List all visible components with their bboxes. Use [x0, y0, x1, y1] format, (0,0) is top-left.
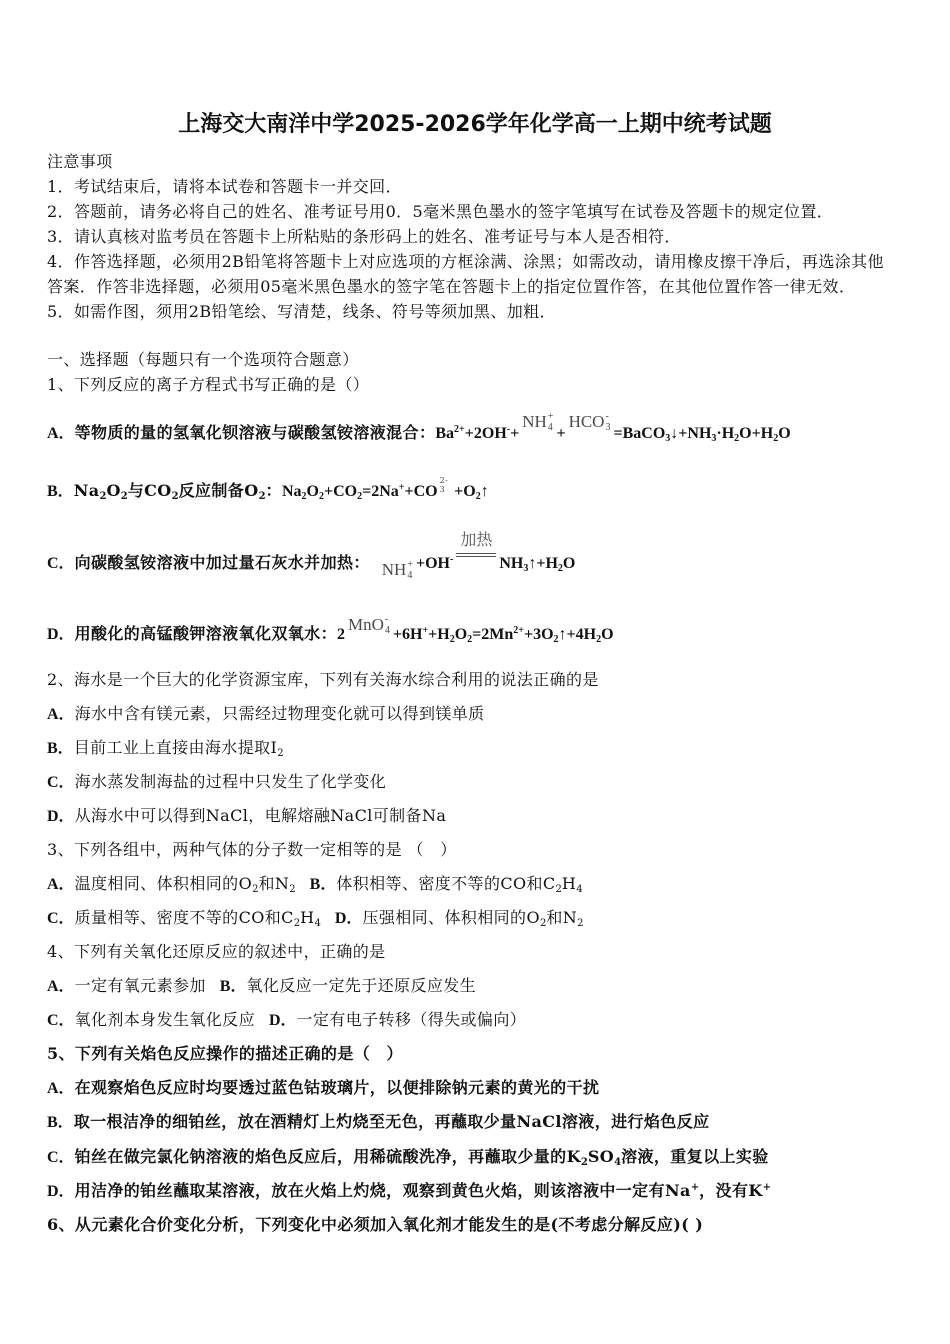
formula-text: 反应制备O [178, 481, 259, 500]
question-3-stem: 3、下列各组中，两种气体的分子数一定相等的是 （ ） [47, 840, 457, 859]
formula-text: 体积相等、密度不等的CO和C [336, 874, 556, 893]
formula-text: H [300, 908, 315, 927]
option-text [75, 1147, 769, 1166]
formula-subscript: 2 [277, 748, 284, 759]
option-text [74, 481, 282, 500]
question-6-stem: 6、从元素化合价变化分析，下列变化中必须加入氧化剂才能发生的是(不考虑分解反应)( ) [47, 1215, 704, 1234]
ion-charge: + [547, 411, 554, 422]
option-text: 海水蒸发制海盐的过程中只发生了化学变化 [74, 772, 387, 791]
question-1-option-a [47, 411, 791, 444]
formula-text: +2OH [464, 425, 507, 442]
formula-text: O [562, 555, 576, 572]
option-text: 从海水中可以得到NaCl，电解熔融NaCl可制备Na [74, 806, 447, 825]
formula-text: Na [73, 481, 100, 500]
option-text [75, 874, 296, 893]
question-4-option-c [47, 1010, 255, 1029]
formula-subscript: 2 [555, 884, 562, 895]
question-3-options-row-1 [47, 874, 583, 895]
option-label: C． [47, 1012, 75, 1029]
formula-subscript: 3 [711, 433, 717, 444]
option-text: 一定有电子转移（得失或偏向） [296, 1010, 527, 1029]
formula-text: ↑+4H [558, 626, 597, 643]
formula-superscript: - [449, 554, 454, 565]
ion-base: NH [381, 560, 407, 579]
option-text [75, 908, 321, 927]
formula-subscript: 2 [252, 884, 259, 895]
permanganate-ion [348, 614, 390, 636]
option-label: C． [47, 774, 75, 791]
question-4-stem: 4、下列有关氧化还原反应的叙述中，正确的是 [47, 942, 386, 961]
formula-subscript: 4 [576, 884, 583, 895]
note-line-3: 3．请认真核对监考员在答题卡上所粘贴的条形码上的姓名、准考证号与本人是否相符． [47, 227, 681, 246]
note-line-5: 5．如需作图，须用2B铅笔绘、写清楚，线条、符号等须加黑、加粗． [47, 302, 556, 321]
formula-subscript: 2 [357, 491, 363, 502]
ammonium-ion [522, 411, 553, 433]
option-label: B． [309, 876, 337, 893]
formula-text: ： [265, 481, 282, 500]
option-label: D． [47, 808, 75, 825]
formula-superscript: 2+ [513, 625, 524, 636]
question-2-option-c [47, 772, 386, 793]
formula-subscript: 2 [553, 634, 559, 645]
formula-text: +CO [323, 483, 358, 500]
formula-subscript: 2 [773, 433, 779, 444]
formula-text: + [510, 425, 520, 442]
formula-text: 与CO [127, 481, 172, 500]
formula-text: O [306, 483, 319, 500]
question-4-options-row-1 [47, 976, 476, 997]
ion-charge-stack [385, 614, 390, 636]
formula-text: SO [587, 1147, 615, 1166]
formula-subscript: 4 [614, 1157, 622, 1168]
option-text: 海水中含有镁元素，只需经过物理变化就可以得到镁单质 [74, 704, 485, 723]
double-line-arrow [456, 553, 496, 557]
question-1-option-c [47, 530, 576, 581]
ion-charge: + [407, 559, 413, 570]
formula-subscript: 2 [301, 491, 307, 502]
question-4-option-a [47, 976, 206, 995]
formula-text: ↑+H [528, 555, 558, 572]
formula-text: 用洁净的铂丝蘸取某溶液，放在火焰上灼烧，观察到黄色火焰，则该溶液中一定有Na [74, 1181, 691, 1200]
ion-charge-stack [548, 411, 554, 433]
question-5-option-d [47, 1181, 771, 1202]
ion-charge-stack [407, 559, 413, 581]
option-text: 等物质的量的氢氧化钡溶液与碳酸氢铵溶液混合： [74, 423, 436, 442]
formula-text: O [106, 481, 121, 500]
section-heading: 一、选择题（每题只有一个选项符合题意） [47, 350, 359, 369]
formula-text: O [601, 626, 614, 643]
note-line-4: 4．作答选择题，必须用2B铅笔将答题卡上对应选项的方框涂满、涂黑；如需改动，请用橡皮擦干净后，再选涂其他 [47, 252, 884, 271]
ion-subscript: 4 [384, 625, 390, 636]
formula-subscript: 2 [539, 918, 547, 929]
option-text: 氧化剂本身发生氧化反应 [74, 1010, 255, 1029]
formula-text: ↑ [480, 483, 489, 500]
formula-text: ，没有K [699, 1181, 763, 1200]
formula-subscript: 2 [475, 491, 481, 502]
formula-text: Ba [435, 425, 455, 442]
option-label: D． [268, 1012, 297, 1029]
option-label: A． [47, 1080, 75, 1097]
option-label: C． [47, 910, 75, 927]
formula-subscript: 2 [596, 634, 602, 645]
option-label: A． [47, 425, 75, 442]
exam-title: 上海交大南洋中学2025-2026学年化学高一上期中统考试题 [178, 112, 772, 137]
formula-text: +3O [523, 626, 554, 643]
ion-subscript: 4 [407, 570, 413, 581]
formula-text: 和N [258, 874, 290, 893]
plus-sign: + [556, 425, 566, 442]
formula-text: 质量相等、密度不等的CO和C [74, 908, 294, 927]
formula-text: H [561, 874, 577, 893]
question-4-options-row-2 [47, 1010, 526, 1031]
question-1-option-d [47, 614, 614, 645]
question-4-option-d [269, 1010, 526, 1029]
question-5-option-b [47, 1112, 710, 1133]
formula-text: 目前工业上直接由海水提取I [73, 738, 278, 757]
ion-subscript: 4 [547, 422, 553, 433]
question-1-option-b [47, 475, 489, 502]
formula-superscript: + [690, 1182, 700, 1193]
ammonium-ion [382, 559, 413, 581]
question-2-option-a [47, 704, 485, 725]
formula-text: ↓+NH [670, 425, 712, 442]
formula-text: 和N [546, 908, 578, 927]
question-4-option-b [220, 976, 476, 995]
ion-charge: - [605, 411, 609, 422]
ion-charge: - [384, 614, 389, 625]
condition-label: 加热 [460, 530, 493, 549]
option-text [74, 738, 284, 757]
equation-left [435, 425, 519, 442]
note-line-4-continued: 答案．作答非选择题，必须用05毫米黑色墨水的签字笔在答题卡上的指定位置作答，在其他位置作答一律无效． [47, 277, 856, 296]
question-3-option-c [47, 908, 321, 927]
note-line-1: 1．考试结束后，请将本试卷和答题卡一并交回． [47, 177, 402, 196]
question-2-option-d [47, 806, 446, 827]
option-label: B． [47, 483, 74, 500]
question-2-option-b [47, 738, 284, 759]
option-label: A． [47, 978, 75, 995]
formula-text: 铂丝在做完氯化钠溶液的焰色反应后，用稀硫酸洗净，再蘸取少量的K [74, 1147, 581, 1166]
option-label: C． [47, 555, 75, 572]
coefficient: 2 [336, 626, 345, 643]
option-label: D． [47, 1183, 75, 1200]
formula-subscript: 2 [171, 491, 179, 502]
formula-text: +CO [404, 483, 438, 500]
formula-text: Na [281, 483, 302, 500]
formula-text: 温度相同、体积相同的O [74, 874, 253, 893]
formula-subscript: 2 [467, 634, 473, 645]
option-label: B． [47, 740, 74, 757]
option-text: 氧化反应一定先于还原反应发生 [246, 976, 477, 995]
option-label: A． [47, 876, 75, 893]
formula-superscript: 2+ [454, 424, 465, 435]
question-5-option-c [47, 1147, 769, 1168]
option-label: D． [334, 910, 363, 927]
option-text [362, 908, 583, 927]
option-text: 一定有氧元素参加 [74, 976, 206, 995]
option-text [336, 874, 582, 893]
question-5-option-a [47, 1078, 599, 1099]
formula-superscript: + [762, 1182, 772, 1193]
formula-text: =2Na [362, 483, 399, 500]
question-2-stem: 2、海水是一个巨大的化学资源宝库，下列有关海水综合利用的说法正确的是 [47, 670, 599, 689]
equation-right [393, 626, 614, 643]
bicarbonate-ion [569, 411, 611, 433]
formula-text: O+H [739, 425, 774, 442]
ion-subscript: 3 [439, 484, 446, 494]
option-label: C． [47, 1149, 75, 1166]
formula-text: +O [450, 483, 476, 500]
formula-subscript: 2 [120, 491, 128, 502]
ion-base: MnO [347, 615, 384, 634]
formula-subscript: 2 [577, 918, 584, 929]
ion-charge-stack [605, 411, 610, 433]
formula-subscript: 2 [318, 491, 324, 502]
reaction-condition [456, 530, 496, 572]
formula-text: +H [428, 626, 450, 643]
equation-right [450, 483, 489, 500]
formula-superscript: + [398, 482, 405, 493]
option-text [75, 1181, 772, 1200]
formula-subscript: 2 [99, 491, 107, 502]
formula-subscript: 2 [258, 491, 266, 502]
question-3-option-b [310, 874, 583, 893]
formula-text: +6H [392, 626, 423, 643]
equation-right [613, 425, 790, 442]
formula-text: 溶液，重复以上实验 [621, 1147, 769, 1166]
formula-text: 压强相同、体积相同的O [362, 908, 540, 927]
formula-subscript: 2 [293, 918, 301, 929]
equation-right [499, 555, 575, 572]
formula-text: =2Mn [472, 626, 514, 643]
option-text: 在观察焰色反应时均要透过蓝色钴玻璃片，以便排除钠元素的黄光的干扰 [74, 1078, 600, 1097]
formula-subscript: 3 [523, 563, 529, 574]
formula-subscript: 3 [665, 433, 671, 444]
ion-charge: 2- [439, 475, 449, 485]
formula-text: =BaCO [613, 425, 666, 442]
note-line-2: 2．答题前，请务必将自己的姓名、准考证号用0．5毫米黑色墨水的签字笔填写在试卷及答题卡的规定位置． [47, 202, 834, 221]
formula-text: NH [499, 555, 524, 572]
question-3-options-row-2 [47, 908, 584, 929]
formula-superscript: - [506, 424, 511, 435]
question-1-stem: 1、下列反应的离子方程式书写正确的是（） [47, 375, 370, 394]
question-3-option-a [47, 874, 296, 893]
notes-heading: 注意事项 [47, 152, 113, 171]
option-text: 用酸化的高锰酸钾溶液氧化双氧水： [74, 624, 337, 643]
formula-subscript: 2 [580, 1157, 588, 1168]
equation-left [282, 483, 438, 500]
ion-base: HCO [568, 412, 605, 431]
formula-text: ·H [716, 425, 735, 442]
option-label: B． [219, 978, 247, 995]
formula-subscript: 2 [734, 433, 740, 444]
question-3-option-d [335, 908, 584, 927]
equation-left [416, 555, 453, 572]
formula-text: +OH [415, 555, 450, 572]
question-5-stem: 5、下列有关焰色反应操作的描述正确的是（ ） [47, 1044, 403, 1063]
option-label: A． [47, 706, 75, 723]
formula-subscript: 2 [289, 884, 296, 895]
option-text: 向碳酸氢铵溶液中加过量石灰水并加热： [74, 553, 370, 572]
formula-subscript: 4 [314, 918, 321, 929]
option-text: 取一根洁净的细铂丝，放在酒精灯上灼烧至无色，再蘸取少量NaCl溶液，进行焰色反应 [73, 1112, 710, 1131]
formula-subscript: 2 [557, 563, 563, 574]
ion-base: NH [522, 412, 547, 431]
ion-subscript: 3 [605, 422, 611, 433]
formula-text: O [778, 425, 791, 442]
formula-subscript: 2 [449, 634, 455, 645]
carbonate-charge-stack [440, 476, 449, 494]
formula-superscript: + [422, 625, 429, 636]
option-label: B． [47, 1114, 74, 1131]
option-label: D． [47, 626, 75, 643]
formula-text: O [454, 626, 468, 643]
